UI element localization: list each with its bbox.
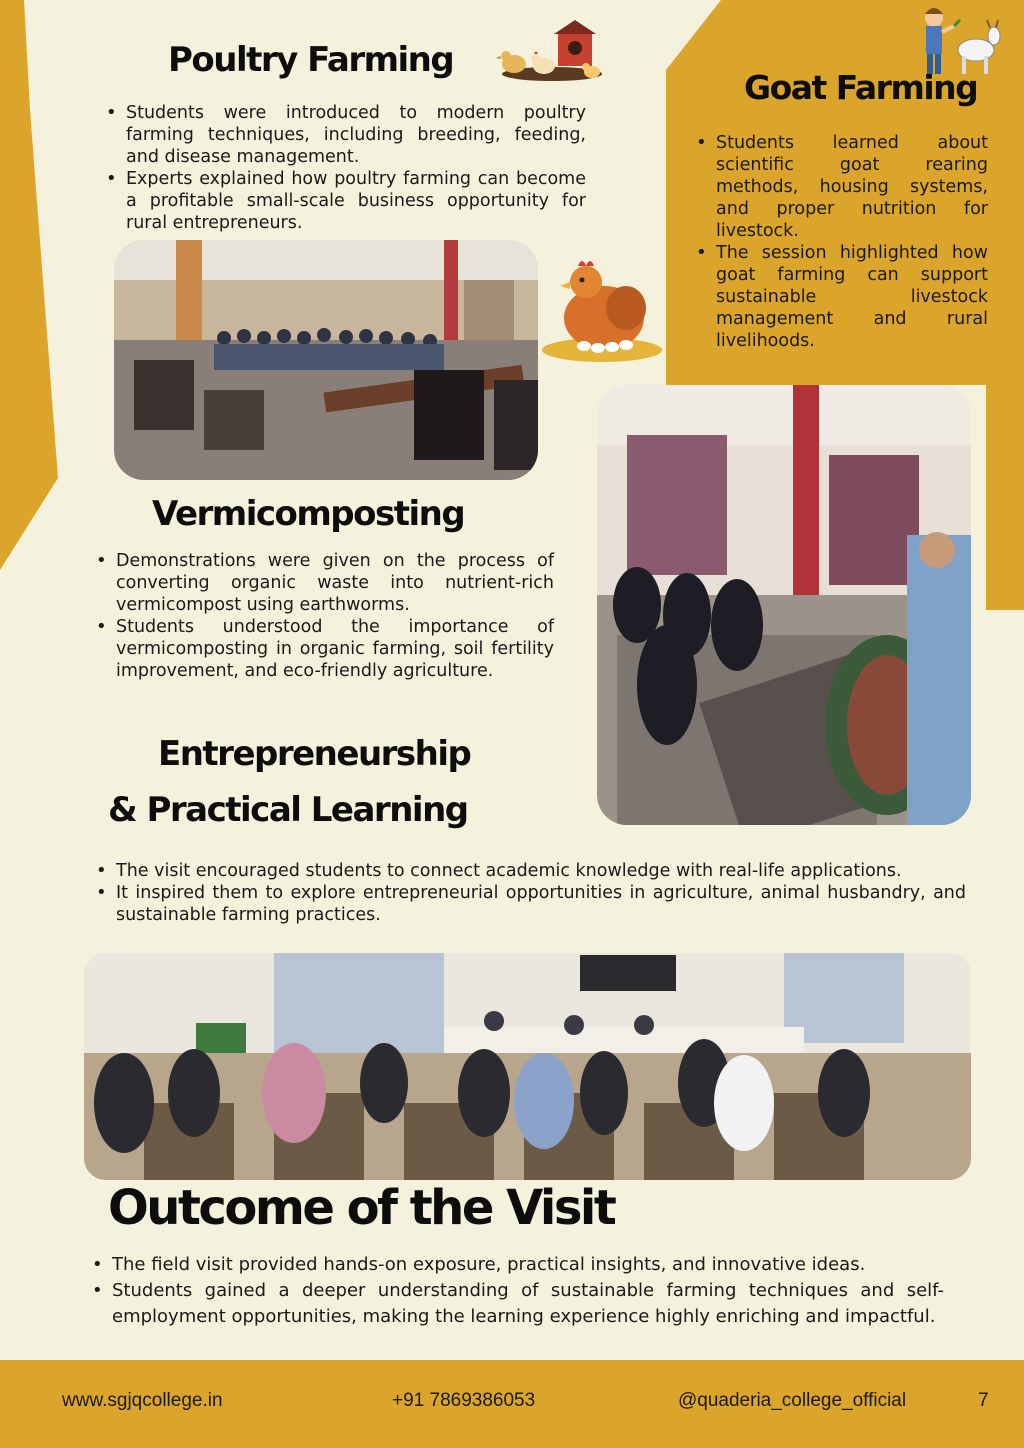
list-item: • Students understood the importance of vermicomposting in organic farming, soil fertility improvement, and eco-friendly agriculture. [94,616,554,682]
left-accent-shape [0,0,58,570]
vermi-heading: Vermicomposting [152,494,465,534]
group-session-photo [84,953,971,1180]
poultry-heading: Poultry Farming [168,40,454,80]
page-footer [0,1360,1024,1448]
list-item: • Demonstrations were given on the process of converting organic waste into nutrient-rich vermicompost using earthworms. [94,550,554,616]
list-item: • It inspired them to explore entrepreneurial opportunities in agriculture, animal husbandry, and sustainable farming practices. [94,882,966,926]
entre-heading-line2: & Practical Learning [108,790,468,830]
outcome-heading: Outcome of the Visit [108,1180,615,1236]
poultry-farm-illustration [496,18,608,84]
footer-website[interactable]: www.sgjqcollege.in [62,1390,223,1411]
footer-phone[interactable]: +91 7869386053 [392,1390,536,1411]
list-item: • Students were introduced to modern poultry farming techniques, including breeding, feeding, and disease management. [104,102,586,168]
list-item: • The visit encouraged students to connect academic knowledge with real-life applications. [94,860,966,882]
entre-heading-line1: Entrepreneurship [158,734,471,774]
list-item: • Experts explained how poultry farming can become a profitable small-scale business opportunity for rural entrepreneurs. [104,168,586,234]
goat-bullet-list [694,132,988,352]
list-item: • Students learned about scientific goat rearing methods, housing systems, and proper nutrition for livestock. [694,132,988,242]
footer-social-handle[interactable]: @quaderia_college_official [678,1390,907,1411]
goat-farmer-illustration [918,4,1002,78]
vermi-bullet-list [94,550,554,682]
list-item: • Students gained a deeper understanding of sustainable farming techniques and self-employment opportunities, making the learning experience highly enriching and impactful. [90,1278,944,1330]
entre-bullet-list [94,860,966,926]
outcome-bullet-list [90,1252,944,1330]
vermicompost-session-photo [597,385,971,825]
goat-heading: Goat Farming [744,68,978,107]
list-item: • The field visit provided hands-on exposure, practical insights, and innovative ideas. [90,1252,944,1278]
page-number: 7 [978,1390,989,1411]
hen-illustration [540,252,664,364]
poultry-bullet-list [104,102,586,234]
poultry-session-photo [114,240,538,480]
list-item: • The session highlighted how goat farming can support sustainable livestock management and rural livelihoods. [694,242,988,352]
